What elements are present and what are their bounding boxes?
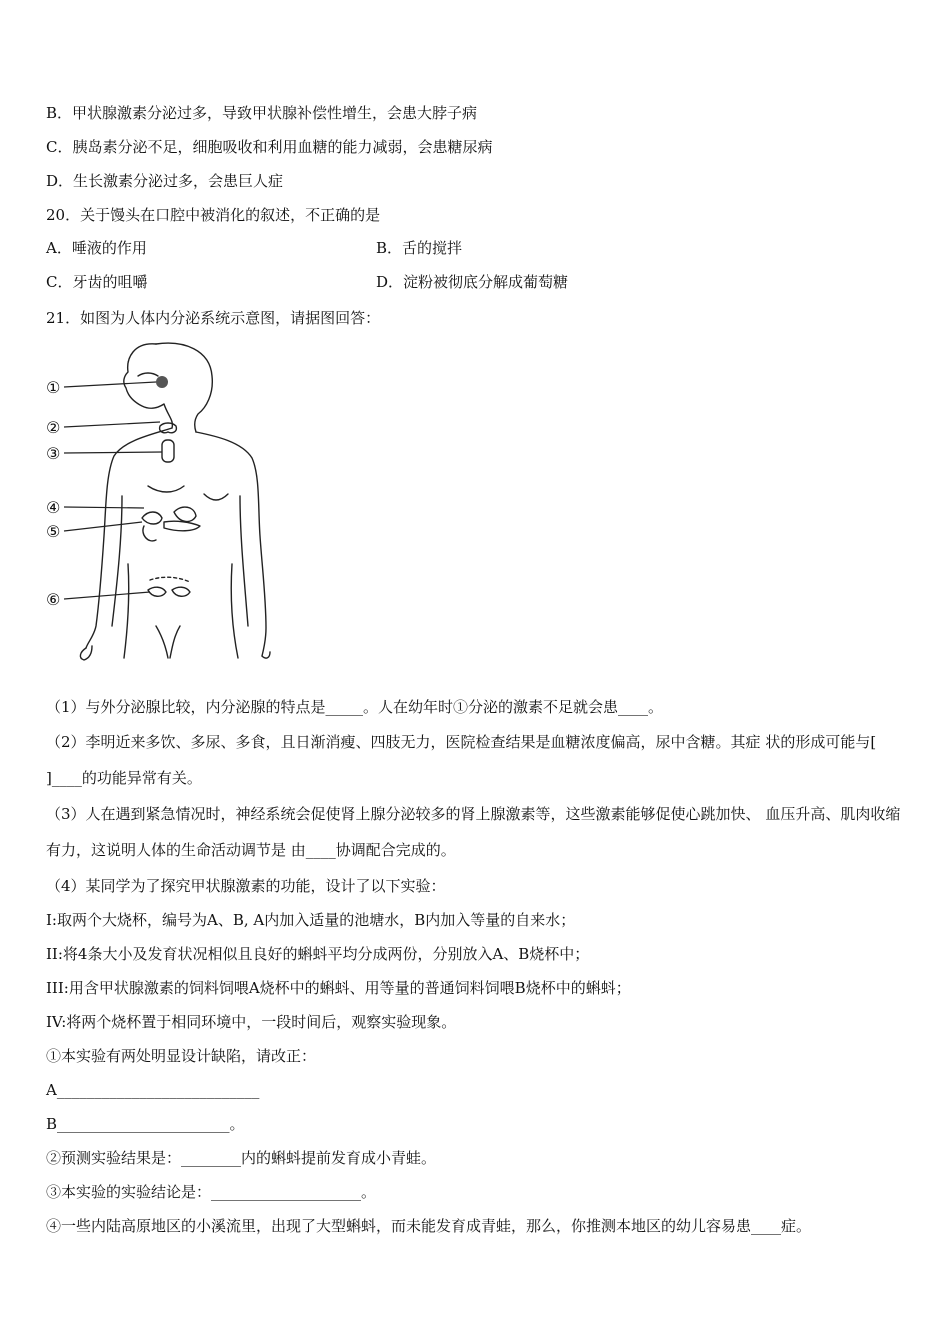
experiment-step-2: II:将4条大小及发育状况相似且良好的蝌蚪平均分成两份，分别放入A、B烧杯中； (46, 945, 590, 963)
q19-option-b: B．甲状腺激素分泌过多，导致甲状腺补偿性增生，会患大脖子病 (46, 104, 478, 122)
gonad (148, 587, 166, 596)
figure-label-5: ⑤ (46, 522, 61, 541)
figure-label-6: ⑥ (46, 590, 61, 609)
figure-label-2: ② (46, 418, 61, 437)
thymus-gland (162, 440, 174, 462)
fix-b-blank: B_______________________。 (46, 1115, 245, 1133)
figure-label-3: ③ (46, 444, 61, 463)
q19-option-c: C．胰岛素分泌不足，细胞吸收和利用血糖的能力减弱，会患糖尿病 (46, 138, 493, 156)
q20-stem: 20．关于馒头在口腔中被消化的叙述，不正确的是 (46, 206, 381, 224)
figure-label-1: ① (46, 378, 61, 397)
sub-question-1: ①本实验有两处明显设计缺陷，请改正： (46, 1047, 317, 1065)
q21-stem: 21．如图为人体内分泌系统示意图，请据图回答： (46, 309, 381, 327)
endocrine-system-figure (44, 336, 274, 664)
sub-question-3: ③本实验的实验结论是：____________________。 (46, 1183, 377, 1201)
experiment-step-4: IV:将两个烧杯置于相同环境中，一段时间后，观察实验现象。 (46, 1013, 457, 1031)
sub-question-2: ②预测实验结果是：________内的蝌蚪提前发育成小青蛙。 (46, 1149, 437, 1167)
body-outline (86, 428, 172, 648)
q20-option-b: B．舌的搅拌 (376, 239, 463, 257)
q21-part-1: （1）与外分泌腺比较，内分泌腺的特点是_____。人在幼年时①分泌的激素不足就会患____。 (46, 698, 664, 716)
q19-option-d: D．生长激素分泌过多，会患巨人症 (46, 172, 284, 190)
q20-option-a: A．唾液的作用 (46, 239, 147, 257)
sub-question-4: ④一些内陆高原地区的小溪流里，出现了大型蝌蚪，而未能发育成青蛙，那么，你推测本地区的幼儿容易患____症。 (46, 1217, 812, 1235)
q20-option-d: D．淀粉被彻底分解成葡萄糖 (376, 273, 569, 291)
experiment-step-3: III:用含甲状腺激素的饲料饲喂A烧杯中的蝌蚪、用等量的普通饲料饲喂B烧杯中的蝌蚪； (46, 979, 631, 997)
q21-part-4: （4）某同学为了探究甲状腺激素的功能，设计了以下实验： (46, 877, 446, 895)
q20-option-c: C．牙齿的咀嚼 (46, 273, 148, 291)
pituitary-gland (156, 376, 168, 388)
q21-part-3: （3）人在遇到紧急情况时，神经系统会促使肾上腺分泌较多的肾上腺激素等，这些激素能够促使心跳加快、 血压升高、肌肉收缩有力，这说明人体的生命活动调节是 由____协调配合完成的。 (46, 805, 901, 859)
q21-part-2: （2）李明近来多饮、多尿、多食，且日渐消瘦、四肢无力，医院检查结果是血糖浓度偏高，尿中含糖。其症 状的形成可能与[ ]____的功能异常有关。 (46, 733, 877, 787)
pancreas (164, 521, 200, 531)
fix-a-blank: A___________________________ (46, 1081, 260, 1099)
figure-label-4: ④ (46, 498, 61, 517)
experiment-step-1: I:取两个大烧杯，编号为A、B, A内加入适量的池塘水，B内加入等量的自来水； (46, 911, 576, 929)
adrenal-gland (142, 512, 162, 524)
